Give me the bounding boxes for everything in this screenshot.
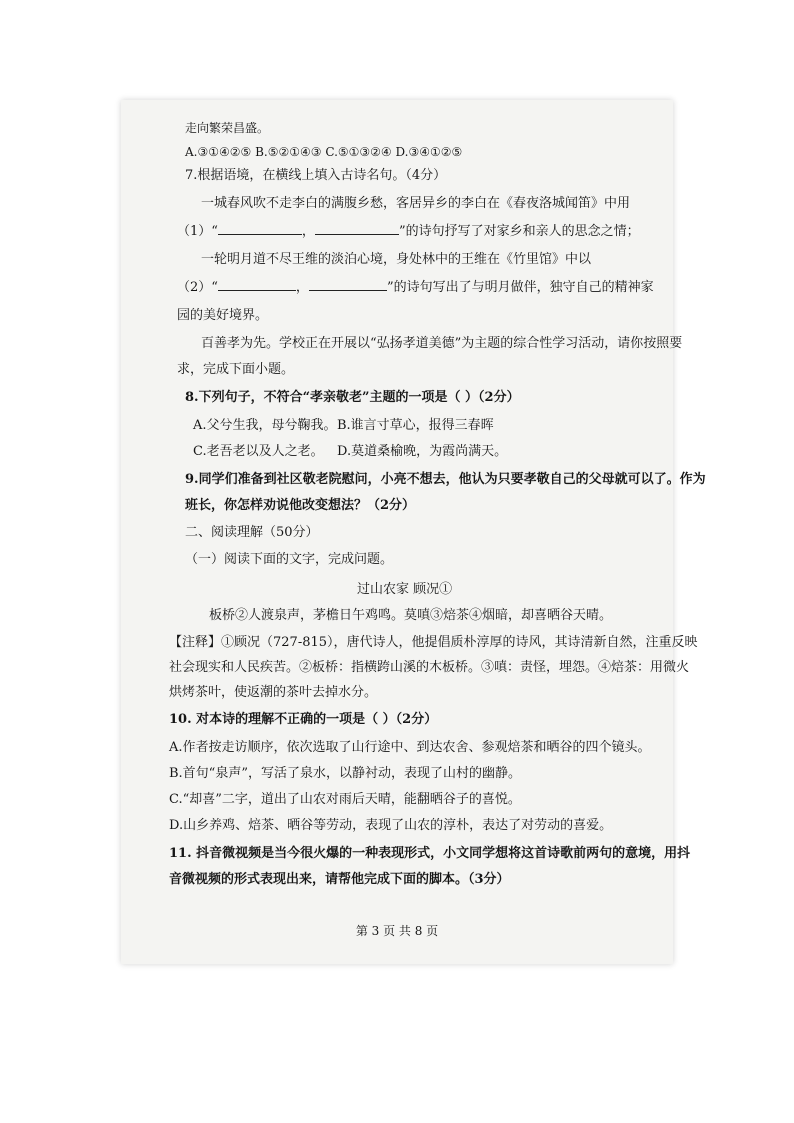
poem-note-line-3: 烘烤茶叶，使返潮的茶叶去掉水分。 (169, 685, 378, 700)
page-footer: 第 3 页 共 8 页 (355, 924, 439, 938)
subsection-1-heading: （一）阅读下面的文字，完成问题。 (185, 552, 394, 567)
q10-option-b: B.首句“泉声”，写活了泉水，以静衬动，表现了山村的幽静。 (169, 766, 521, 781)
answer-blank-1[interactable] (218, 222, 302, 235)
intro-line-1: 百善孝为先。学校正在开展以“弘扬孝道美德”为主题的综合性学习活动，请你按照要 (201, 336, 683, 351)
previous-text-tail: 走向繁荣昌盛。 (185, 121, 270, 135)
poem-note-line-1: 【注释】①顾况（727-815），唐代诗人，他提倡质朴淳厚的诗风，其诗清新自然，注重反映 (169, 635, 698, 650)
q7-item1-suffix: ”的诗句抒写了对家乡和亲人的思念之情； (398, 224, 640, 239)
q7-item1-prefix: （1）“ (177, 224, 218, 239)
q7-item-1 (177, 222, 640, 242)
q10-stem: 10. 对本诗的理解不正确的一项是（ ）（2分） (169, 712, 438, 727)
q7-item1-sep: ， (301, 224, 315, 239)
q11-line-2: 音微视频的形式表现出来，请帮他完成下面的脚本。（3分） (169, 872, 510, 887)
answer-blank-3[interactable] (218, 278, 296, 291)
q6-options: A.③①④②⑤ B.⑤②①④③ C.⑤①③②④ D.③④①②⑤ (185, 145, 463, 159)
q7-stem: 7.根据语境，在横线上填入古诗名句。（4分） (185, 168, 447, 183)
answer-blank-2[interactable] (315, 222, 399, 235)
q7-item2-sep: ， (295, 280, 309, 295)
exam-page (121, 100, 706, 964)
q8-option-c: C.老吾老以及人之老。 (193, 444, 324, 459)
poem-title: 过山农家 顾况① (357, 582, 453, 597)
q8-option-a: A.父兮生我，母兮鞠我。 (193, 418, 337, 433)
q7-item2-prefix: （2）“ (177, 280, 218, 295)
q9-line-1: 9.同学们准备到社区敬老院慰问，小亮不想去，他认为只要孝敬自己的父母就可以了。作为 (185, 472, 706, 487)
q8-option-d: D.莫道桑榆晚，为霞尚满天。 (337, 444, 508, 459)
answer-blank-4[interactable] (309, 278, 387, 291)
q7-context-1: 一城春风吹不走李白的满腹乡愁，客居异乡的李白在《春夜洛城闻笛》中用 (201, 196, 631, 211)
q8-option-b: B.谁言寸草心，报得三春晖 (337, 418, 494, 433)
q7-item2-suffix: ”的诗句写出了与明月做伴，独守自己的精神家 (386, 280, 654, 295)
q11-line-1: 11. 抖音微视频是当今很火爆的一种表现形式，小文同学想将这首诗歌前两句的意境，用抖 (169, 846, 691, 861)
q7-context-2: 一轮明月道不尽王维的淡泊心境，身处林中的王维在《竹里馆》中以 (201, 252, 592, 267)
q10-option-d: D.山乡养鸡、焙茶、晒谷等劳动，表现了山农的淳朴，表达了对劳动的喜爱。 (169, 818, 613, 833)
q7-item-2-continued: 园的美好境界。 (177, 308, 269, 323)
q10-option-a: A.作者按走访顺序，依次选取了山行途中、到达农舍、参观焙茶和晒谷的四个镜头。 (169, 740, 651, 755)
q9-line-2: 班长，你怎样劝说他改变想法？（2分） (185, 498, 416, 513)
poem-note-line-2: 社会现实和人民疾苦。②板桥：指横跨山溪的木板桥。③嗔：责怪，埋怨。④焙茶：用微火 (169, 660, 690, 675)
q10-option-c: C.“却喜”二字，道出了山农对雨后天晴，能翻晒谷子的喜悦。 (169, 792, 521, 807)
poem-text: 板桥②人渡泉声，茅檐日午鸡鸣。莫嗔③焙茶④烟暗，却喜晒谷天晴。 (209, 608, 613, 623)
intro-line-2: 求，完成下面小题。 (177, 362, 295, 377)
q7-item-2 (177, 278, 654, 298)
q8-stem: 8.下列句子，不符合“孝亲敬老”主题的一项是（ ）（2分） (185, 390, 520, 405)
section-reading-heading: 二、阅读理解（50分） (185, 525, 319, 540)
